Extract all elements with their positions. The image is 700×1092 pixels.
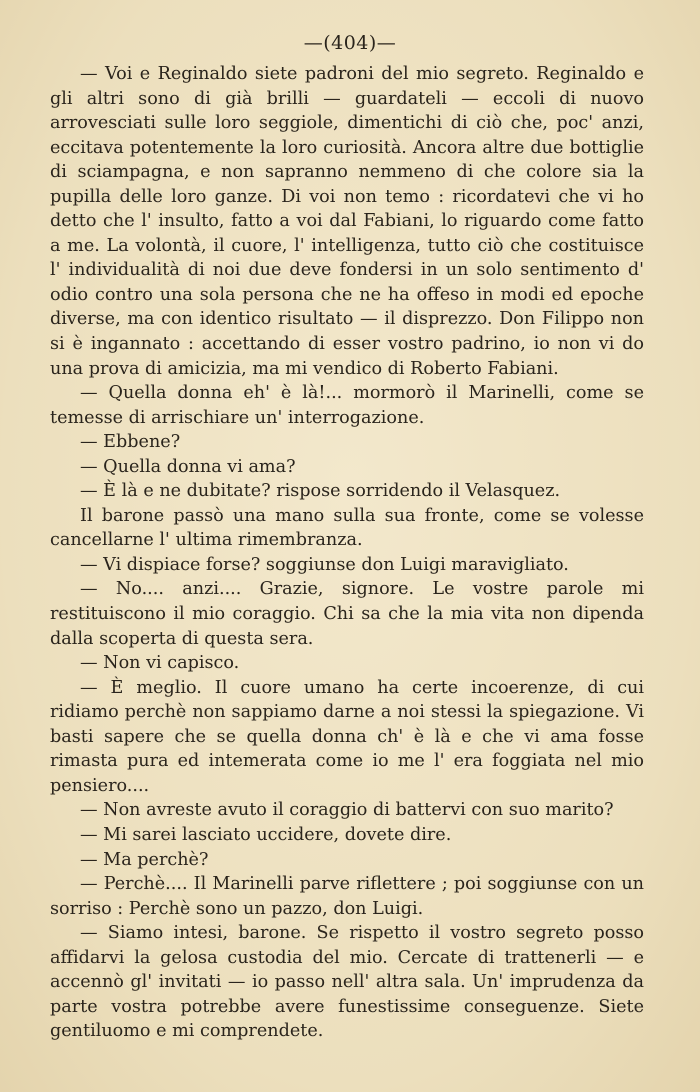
paragraph: — Quella donna vi ama? bbox=[80, 456, 296, 477]
page-number: —(404)— bbox=[303, 32, 397, 54]
paragraph: — Mi sarei lasciato uccidere, dovete dire. bbox=[80, 824, 452, 845]
paragraph: — No.... anzi.... Grazie, signore. Le vostre parole mi restituiscono il mio coraggio. Chi sa che la mia vita non dipenda dalla scoperta di questa sera. bbox=[50, 579, 644, 649]
paragraph: — Non avreste avuto il coraggio di battervi con suo marito? bbox=[80, 800, 614, 821]
paragraph: — Voi e Reginaldo siete padroni del mio segreto. Reginaldo e gli altri sono di già brilli — guardateli — eccoli di nuovo arrovesciati sulle loro seggiole, dimentichi di ciò che, poc' anzi, eccitava potentemente la loro curiosità. Ancora altre due bottiglie di sciampagna, e non sapranno nemmeno di che colore sia la pupilla delle loro ganze. Di voi non temo : ricordatevi che vi ho detto che l' insulto, fatto a voi dal Fabiani, lo riguardo come fatto a me. La volontà, il cuore, l' intelligenza, tutto ciò che costituisce l' individualità di noi due deve fondersi in un solo sentimento d' odio contro una sola persona che ne ha offeso in modi ed epoche diverse, ma con identico risultato — il disprezzo. Don Filippo non si è ingannato : accettando di esser vostro padrino, io non vi do una prova di amicizia, ma mi vendico di Roberto Fabiani. bbox=[50, 64, 644, 379]
paragraph: — Vi dispiace forse? soggiunse don Luigi maravigliato. bbox=[80, 554, 569, 575]
paragraph: — È meglio. Il cuore umano ha certe incoerenze, di cui ridiamo perchè non sappiamo darne a noi stessi la spiegazione. Vi basti sapere che se quella donna ch' è là e che vi ama fosse rimasta pura ed intemerata come io me l' era foggiata nel mio pensiero.... bbox=[50, 677, 644, 796]
paragraph: — Quella donna eh' è là!... mormorò il Marinelli, come se temesse di arrischiare un' interrogazione. bbox=[50, 383, 644, 428]
paragraph: — Ma perchè? bbox=[80, 849, 209, 870]
paragraph: — Ebbene? bbox=[80, 432, 181, 453]
paragraph: — Siamo intesi, barone. Se rispetto il vostro segreto posso affidarvi la gelosa custodia del mio. Cercate di trattenerli — e accennò gl' invitati — io passo nell' altra sala. Un' imprudenza da parte vostra potrebbe avere funestissime conseguenze. Siete gentiluomo e mi comprendete. bbox=[50, 923, 644, 1042]
paragraph: — È là e ne dubitate? rispose sorridendo il Velasquez. bbox=[80, 481, 561, 502]
paragraph: Il barone passò una mano sulla sua fronte, come se volesse cancellarne l' ultima rimembranza. bbox=[50, 505, 644, 551]
paragraph: — Perchè.... Il Marinelli parve riflettere ; poi soggiunse con un sorriso : Perchè sono un pazzo, don Luigi. bbox=[50, 874, 644, 919]
paragraph: — Non vi capisco. bbox=[80, 653, 240, 674]
page-body bbox=[50, 62, 644, 1044]
